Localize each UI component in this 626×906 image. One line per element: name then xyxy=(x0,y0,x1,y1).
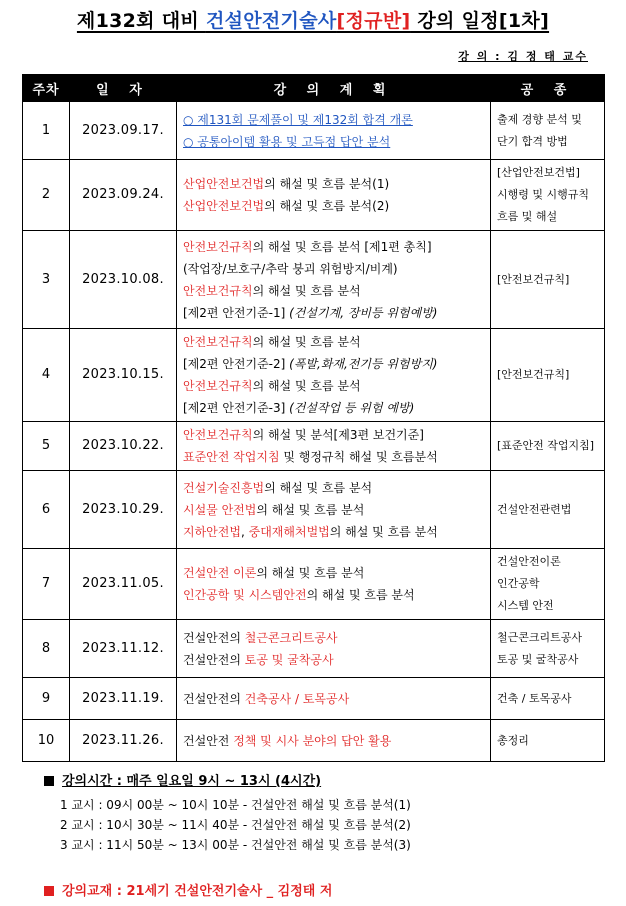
plan-line xyxy=(183,258,484,280)
plan-segment: 인간공학 및 시스템안전 xyxy=(183,588,307,602)
plan-segment: [제2편 안전기준-2] xyxy=(183,357,290,371)
table-row xyxy=(23,620,605,678)
plan-line xyxy=(183,649,484,671)
week-cell: 8 xyxy=(23,620,70,678)
common-cell xyxy=(491,720,605,762)
common-line: 건축 / 토목공사 xyxy=(497,691,572,705)
plan-segment: ○ 공통아이템 활용 및 고득점 답안 분석 xyxy=(183,134,391,149)
plan-cell xyxy=(177,102,491,160)
common-cell xyxy=(491,549,605,620)
plan-segment: 시설물 안전법 xyxy=(183,502,257,517)
plan-segment: 안전보건규칙 xyxy=(183,283,253,298)
plan-line xyxy=(183,584,484,606)
schedule-table xyxy=(22,74,605,762)
common-cell xyxy=(491,329,605,422)
plan-segment: 지하안전법 xyxy=(183,524,241,539)
plan-line xyxy=(183,730,484,752)
date-cell: 2023.09.24. xyxy=(70,160,177,231)
date-cell: 2023.11.05. xyxy=(70,549,177,620)
common-line: 출제 경향 분석 및 xyxy=(497,112,582,126)
plan-segment: 안전보건규칙 xyxy=(183,239,253,254)
week-cell: 2 xyxy=(23,160,70,231)
textbook-line xyxy=(44,880,332,899)
table-row xyxy=(23,720,605,762)
plan-cell xyxy=(177,422,491,471)
plan-segment: (건설작업 등 위험 예방) xyxy=(289,401,415,415)
square-bullet-icon xyxy=(44,886,54,896)
plan-segment: 산업안전보건법 xyxy=(183,177,265,191)
plan-line xyxy=(183,627,484,649)
week-cell: 5 xyxy=(23,422,70,471)
common-line: [안전보건규칙] xyxy=(497,272,570,286)
common-line: 철근콘크리트공사 xyxy=(497,630,583,644)
plan-cell xyxy=(177,231,491,329)
plan-segment: 의 해설 및 흐름 분석 xyxy=(264,480,373,495)
plan-segment: 의 해설 및 흐름 분석 xyxy=(252,283,361,298)
plan-segment: 건설안전의 xyxy=(183,630,245,645)
common-line: 건설안전관련법 xyxy=(497,502,572,516)
week-cell: 7 xyxy=(23,549,70,620)
plan-segment: 건설안전 이론 xyxy=(183,566,257,580)
plan-segment: (작업장/보호구/추락 붕괴 위험방지/비계) xyxy=(183,261,398,276)
table-row xyxy=(23,329,605,422)
date-cell: 2023.11.12. xyxy=(70,620,177,678)
plan-line xyxy=(183,477,484,499)
plan-segment: 건설안전의 xyxy=(183,691,245,706)
common-line: 토공 및 굴착공사 xyxy=(497,652,579,666)
date-cell: 2023.10.22. xyxy=(70,422,177,471)
week-cell: 9 xyxy=(23,678,70,720)
common-line: 단기 합격 방법 xyxy=(497,134,568,148)
plan-line xyxy=(183,236,484,258)
plan-segment: 의 해설 및 흐름 분석 xyxy=(252,379,361,393)
plan-line xyxy=(183,195,484,217)
col-common-header: 공 종 xyxy=(491,75,605,102)
plan-segment: 안전보건규칙 xyxy=(183,379,253,393)
plan-line xyxy=(183,131,484,153)
plan-line xyxy=(183,446,484,468)
plan-segment: [제2편 안전기준-3] xyxy=(183,401,290,415)
plan-segment: 의 해설 및 흐름 분석 xyxy=(306,588,415,602)
plan-line xyxy=(183,521,484,543)
common-line: 흐름 및 해설 xyxy=(497,210,558,223)
plan-segment: 건설기술진흥법 xyxy=(183,480,265,495)
table-row xyxy=(23,160,605,231)
col-plan-header: 강 의 계 획 xyxy=(177,75,491,102)
plan-segment: 철근콘크리트공사 xyxy=(244,630,338,645)
plan-cell xyxy=(177,720,491,762)
week-cell: 3 xyxy=(23,231,70,329)
plan-cell xyxy=(177,620,491,678)
table-row xyxy=(23,678,605,720)
plan-line xyxy=(183,280,484,302)
date-cell: 2023.11.19. xyxy=(70,678,177,720)
common-line: 시행령 및 시행규칙 xyxy=(497,188,590,201)
plan-segment: 의 해설 및 흐름 분석(2) xyxy=(264,199,390,213)
table-header-row xyxy=(23,75,605,102)
plan-segment: 건설안전의 xyxy=(183,652,245,667)
col-date-header: 일 자 xyxy=(70,75,177,102)
plan-line xyxy=(183,499,484,521)
plan-segment: 의 해설 및 흐름 분석 xyxy=(256,566,365,580)
plan-segment: (폭발,화재,전기등 위험방지) xyxy=(289,357,438,371)
common-cell xyxy=(491,678,605,720)
table-row xyxy=(23,102,605,160)
week-cell: 10 xyxy=(23,720,70,762)
plan-segment: 의 해설 및 분석[제3편 보건기준] xyxy=(252,428,424,442)
plan-segment: 중대재해처벌법 xyxy=(248,524,330,539)
title-class-type: [정규반] xyxy=(336,10,411,32)
plan-segment: ○ 제131회 문제풀이 및 제132회 합격 개론 xyxy=(183,112,413,127)
textbook-text: 강의교재 : 21세기 건설안전기술사 _ 김정태 저 xyxy=(62,884,333,899)
week-cell: 1 xyxy=(23,102,70,160)
period-1: 1 교시 : 09시 00분 ~ 10시 10분 - 건설안전 해설 및 흐름 분석(1) xyxy=(60,798,411,812)
period-3: 3 교시 : 11시 50분 ~ 13시 00분 - 건설안전 해설 및 흐름 분석(3) xyxy=(60,838,411,852)
plan-segment: 의 해설 및 흐름 분석(1) xyxy=(264,177,390,191)
plan-cell xyxy=(177,329,491,422)
date-cell: 2023.10.29. xyxy=(70,471,177,549)
instructor-label: 강 의 : 김 정 태 교수 xyxy=(458,50,588,63)
week-cell: 4 xyxy=(23,329,70,422)
plan-line xyxy=(183,397,484,419)
plan-segment: 안전보건규칙 xyxy=(183,335,253,349)
plan-segment: 건축공사 / 토목공사 xyxy=(244,691,350,706)
plan-line xyxy=(183,331,484,353)
plan-line xyxy=(183,353,484,375)
common-cell xyxy=(491,620,605,678)
plan-segment: 의 해설 및 흐름 분석 [제1편 총칙] xyxy=(252,239,432,254)
plan-segment: 의 해설 및 흐름 분석 xyxy=(252,335,361,349)
plan-segment: 건설안전 xyxy=(183,733,234,748)
plan-segment: 산업안전보건법 xyxy=(183,199,265,213)
plan-line xyxy=(183,302,484,324)
plan-segment: 표준안전 작업지침 xyxy=(183,450,280,464)
date-cell: 2023.10.15. xyxy=(70,329,177,422)
date-cell: 2023.09.17. xyxy=(70,102,177,160)
plan-segment: 및 행정규칙 해설 및 흐름분석 xyxy=(279,450,438,464)
plan-line xyxy=(183,688,484,710)
plan-line xyxy=(183,173,484,195)
table-row xyxy=(23,422,605,471)
common-line: 시스템 안전 xyxy=(497,599,554,612)
common-cell xyxy=(491,471,605,549)
col-week-header: 주차 xyxy=(23,75,70,102)
plan-line xyxy=(183,109,484,131)
plan-line xyxy=(183,375,484,397)
plan-segment: (건설기계, 장비등 위험예방) xyxy=(289,305,438,320)
plan-cell xyxy=(177,549,491,620)
common-line: [안전보건규칙] xyxy=(497,368,570,381)
plan-segment: [제2편 안전기준-1] xyxy=(183,305,290,320)
table-row xyxy=(23,471,605,549)
common-cell xyxy=(491,160,605,231)
date-cell: 2023.10.08. xyxy=(70,231,177,329)
plan-segment: 토공 및 굴착공사 xyxy=(244,652,334,667)
title-prefix: 제132회 대비 xyxy=(76,10,206,32)
common-line: 인간공학 xyxy=(497,577,540,590)
table-row xyxy=(23,549,605,620)
plan-cell xyxy=(177,160,491,231)
common-line: [표준안전 작업지침] xyxy=(497,439,595,452)
title-course: 건설안전기술사 xyxy=(205,10,337,32)
table-row xyxy=(23,231,605,329)
common-line: 총정리 xyxy=(497,733,529,747)
square-bullet-icon xyxy=(44,776,54,786)
lecture-time-text: 강의시간 : 매주 일요일 9시 ~ 13시 (4시간) xyxy=(62,774,322,789)
common-cell xyxy=(491,231,605,329)
common-line: [산업안전보건법] xyxy=(497,166,580,179)
plan-segment: 정책 및 시사 분야의 답안 활용 xyxy=(233,733,392,748)
plan-line xyxy=(183,562,484,584)
page-title xyxy=(0,6,626,33)
week-cell: 6 xyxy=(23,471,70,549)
plan-segment: 의 해설 및 흐름 분석 xyxy=(256,502,365,517)
title-suffix: 강의 일정[1차] xyxy=(410,10,550,32)
date-cell: 2023.11.26. xyxy=(70,720,177,762)
common-cell xyxy=(491,102,605,160)
plan-segment: , xyxy=(240,524,249,539)
lecture-time-heading xyxy=(44,770,321,789)
plan-cell xyxy=(177,678,491,720)
plan-segment: 의 해설 및 흐름 분석 xyxy=(329,524,438,539)
common-line: 건설안전이론 xyxy=(497,555,561,568)
plan-line xyxy=(183,424,484,446)
period-2: 2 교시 : 10시 30분 ~ 11시 40분 - 건설안전 해설 및 흐름 분석(2) xyxy=(60,818,411,832)
common-cell xyxy=(491,422,605,471)
plan-cell xyxy=(177,471,491,549)
plan-segment: 안전보건규칙 xyxy=(183,428,253,442)
